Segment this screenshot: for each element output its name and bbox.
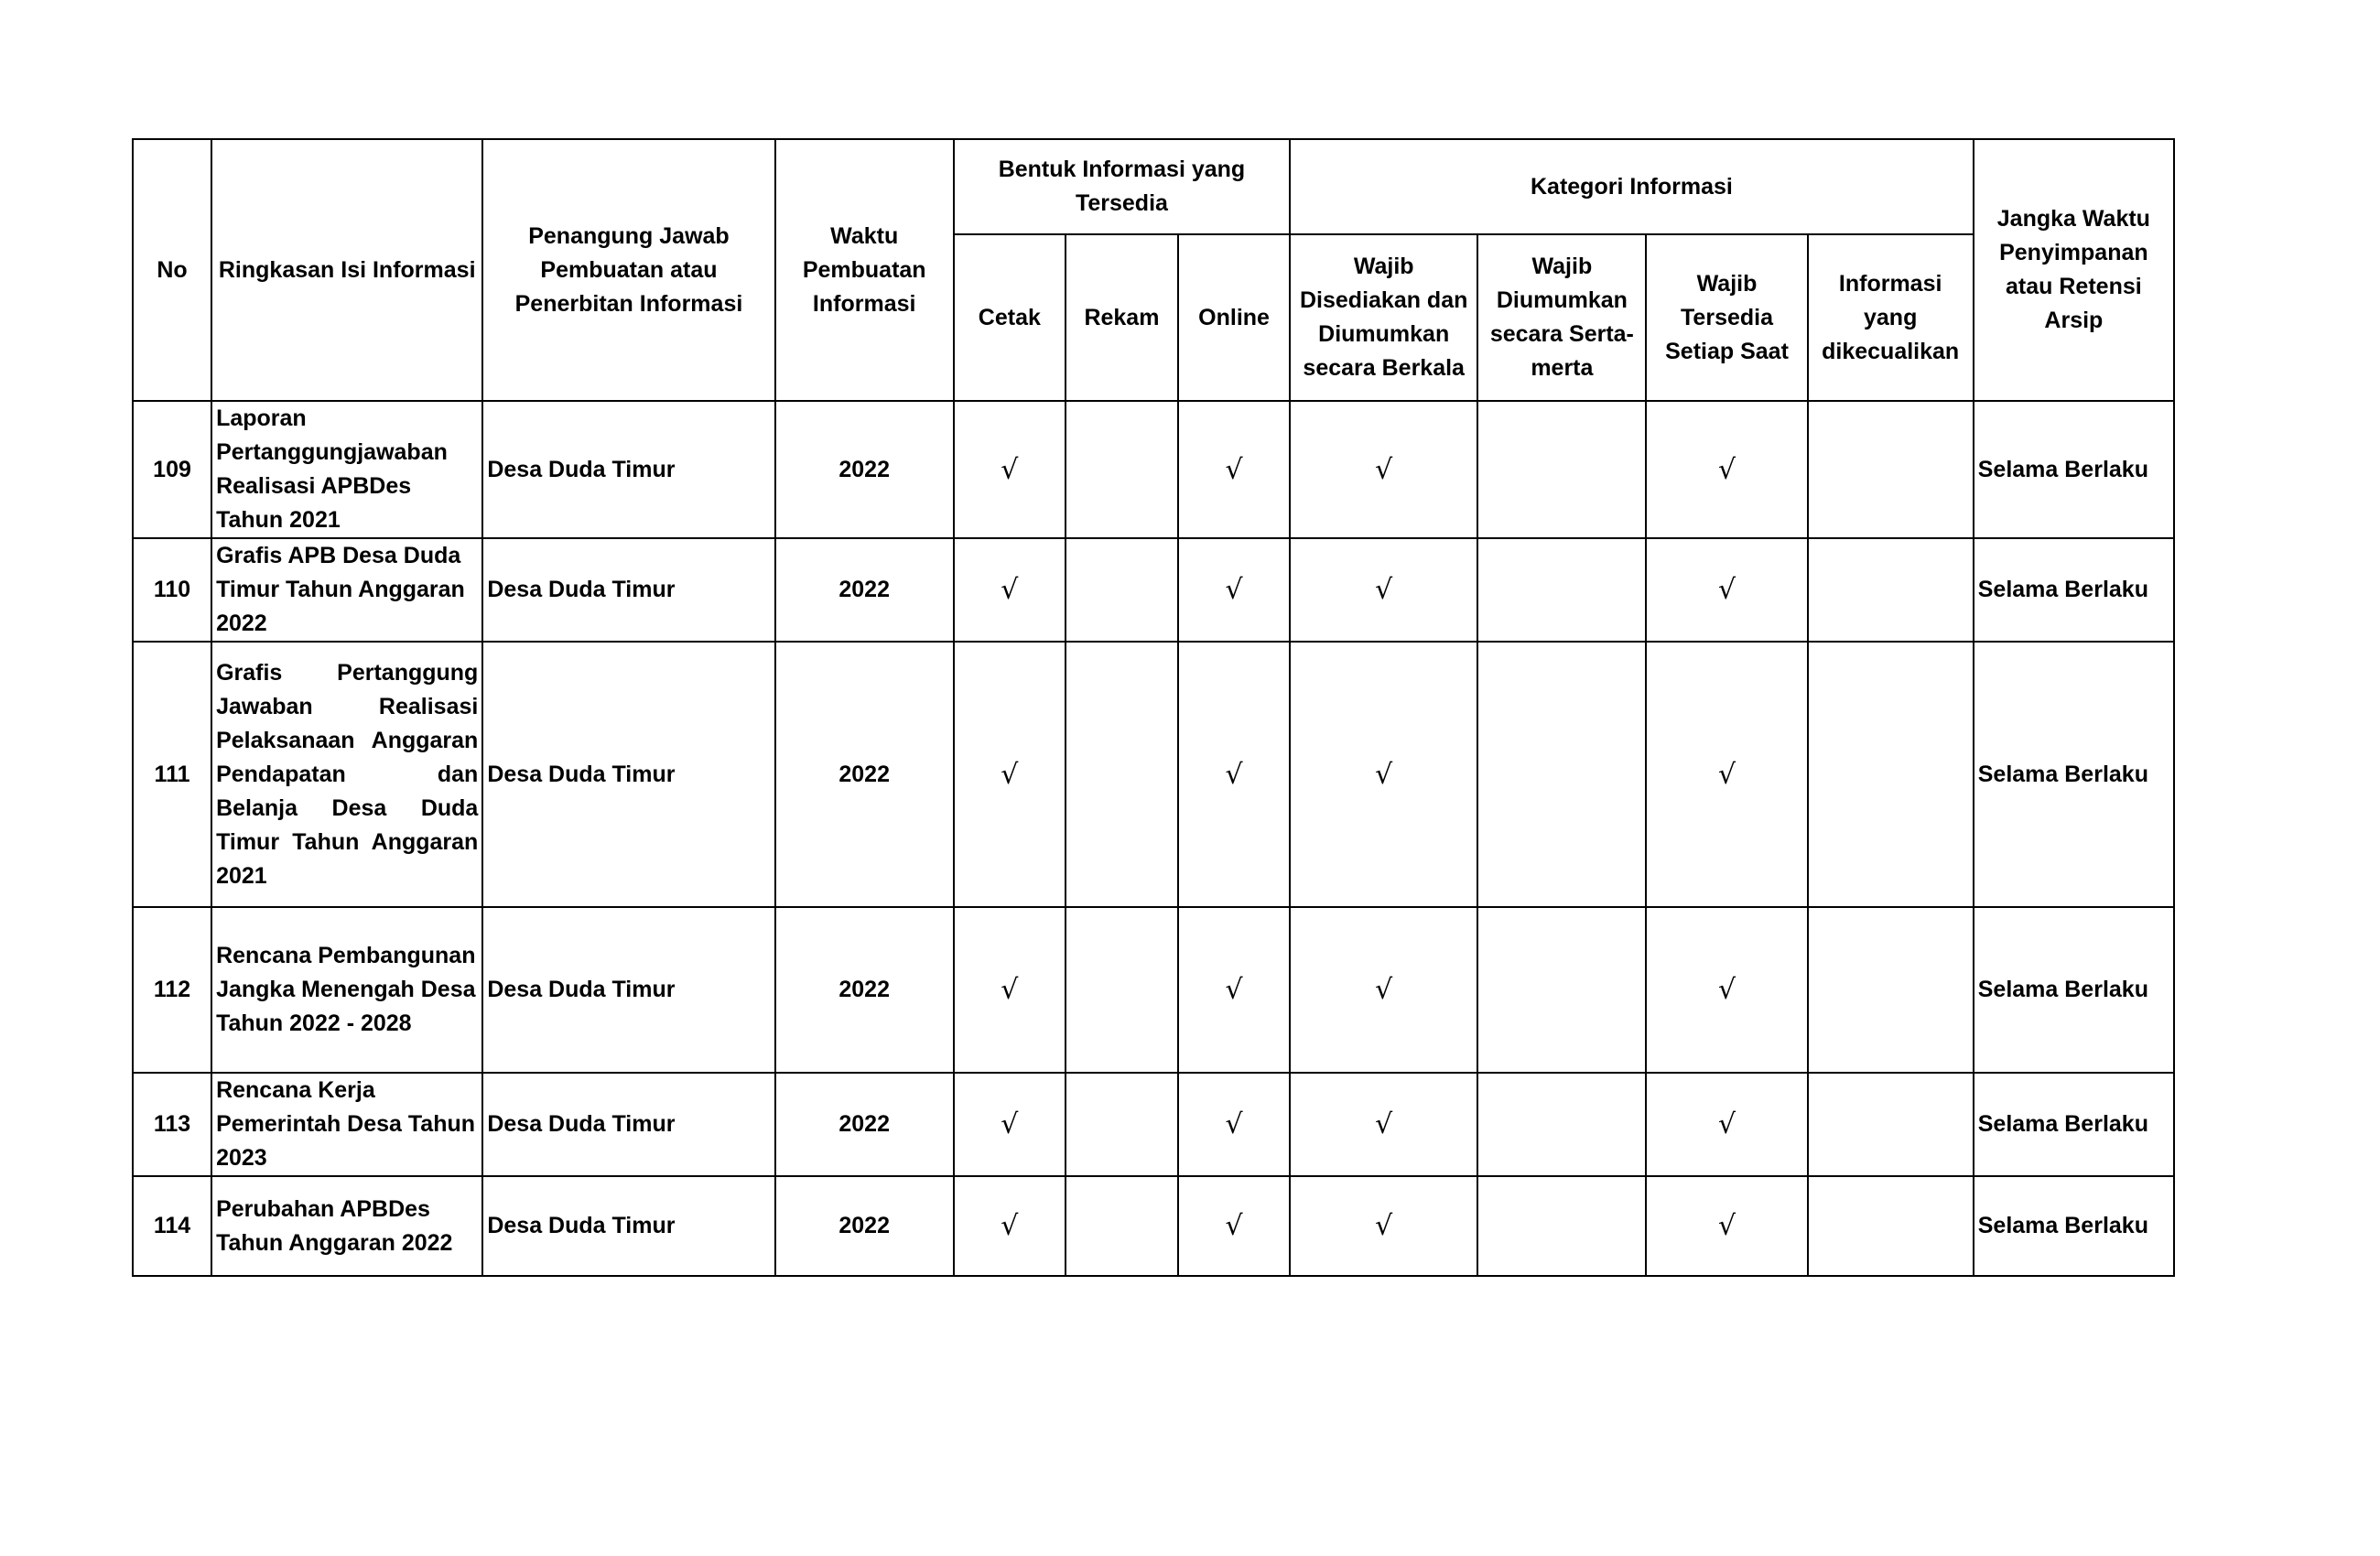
cell-rekam [1066,907,1178,1073]
table-row [133,1073,2174,1176]
cell-serta-merta [1477,907,1646,1073]
row-waktu: 2022 [775,538,954,642]
check-mark-cetak: √ [954,907,1066,1073]
ringkasan-line: Pelaksanaan Anggaran [216,727,479,753]
cell-dikecualikan [1808,907,1974,1073]
cell-rekam [1066,642,1178,907]
cell-serta-merta [1477,1176,1646,1276]
row-waktu: 2022 [775,642,954,907]
row-penanggung: Desa Duda Timur [482,1176,774,1276]
row-ringkasan: Laporan Pertanggungjawaban Realisasi APBDes Tahun 2021 [211,401,482,538]
table-row [133,907,2174,1073]
table-row [133,401,2174,538]
cell-dikecualikan [1808,401,1974,538]
check-mark-cetak: √ [954,642,1066,907]
row-jangka: Selama Berlaku [1974,538,2174,642]
header-online: Online [1178,234,1290,401]
check-mark-setiap-saat: √ [1646,1073,1807,1176]
row-ringkasan: Grafis APB Desa Duda Timur Tahun Anggaran 2022 [211,538,482,642]
check-mark-online: √ [1178,401,1290,538]
ringkasan-line: Pendapatan dan [216,761,479,787]
cell-dikecualikan [1808,538,1974,642]
ringkasan-line: Jawaban Realisasi [216,693,479,719]
row-jangka: Selama Berlaku [1974,642,2174,907]
row-no: 110 [133,538,211,642]
cell-rekam [1066,401,1178,538]
header-setiap-saat: Wajib Tersedia Setiap Saat [1646,234,1807,401]
header-serta-merta: Wajib Diumumkan secara Serta-merta [1477,234,1646,401]
check-mark-berkala: √ [1290,907,1477,1073]
row-no: 113 [133,1073,211,1176]
cell-serta-merta [1477,1073,1646,1176]
cell-serta-merta [1477,401,1646,538]
row-no: 112 [133,907,211,1073]
row-penanggung: Desa Duda Timur [482,538,774,642]
header-ringkasan: Ringkasan Isi Informasi [211,139,482,401]
header-no: No [133,139,211,401]
header-berkala: Wajib Disediakan dan Diumumkan secara Berkala [1290,234,1477,401]
row-ringkasan: Perubahan APBDes Tahun Anggaran 2022 [211,1176,482,1276]
check-mark-cetak: √ [954,1176,1066,1276]
cell-rekam [1066,1073,1178,1176]
row-ringkasan: Rencana Kerja Pemerintah Desa Tahun 2023 [211,1073,482,1176]
check-mark-setiap-saat: √ [1646,401,1807,538]
cell-rekam [1066,1176,1178,1276]
check-mark-setiap-saat: √ [1646,538,1807,642]
row-ringkasan: Rencana Pembangunan Jangka Menengah Desa Tahun 2022 - 2028 [211,907,482,1073]
check-mark-setiap-saat: √ [1646,907,1807,1073]
check-mark-online: √ [1178,642,1290,907]
check-mark-cetak: √ [954,401,1066,538]
check-mark-berkala: √ [1290,642,1477,907]
row-waktu: 2022 [775,401,954,538]
header-jangka-waktu: Jangka Waktu Penyimpanan atau Retensi Arsip [1974,139,2174,401]
row-penanggung: Desa Duda Timur [482,907,774,1073]
check-mark-setiap-saat: √ [1646,642,1807,907]
row-penanggung: Desa Duda Timur [482,1073,774,1176]
row-jangka: Selama Berlaku [1974,1073,2174,1176]
check-mark-berkala: √ [1290,401,1477,538]
check-mark-berkala: √ [1290,538,1477,642]
information-table [132,138,2175,1277]
row-waktu: 2022 [775,1176,954,1276]
row-penanggung: Desa Duda Timur [482,642,774,907]
row-no: 114 [133,1176,211,1276]
check-mark-berkala: √ [1290,1073,1477,1176]
row-no: 109 [133,401,211,538]
row-waktu: 2022 [775,907,954,1073]
cell-dikecualikan [1808,1176,1974,1276]
check-mark-online: √ [1178,538,1290,642]
cell-dikecualikan [1808,642,1974,907]
row-jangka: Selama Berlaku [1974,1176,2174,1276]
check-mark-online: √ [1178,1073,1290,1176]
row-waktu: 2022 [775,1073,954,1176]
header-cetak: Cetak [954,234,1066,401]
row-penanggung: Desa Duda Timur [482,401,774,538]
header-waktu: Waktu Pembuatan Informasi [775,139,954,401]
table-row [133,642,2174,907]
cell-dikecualikan [1808,1073,1974,1176]
row-jangka: Selama Berlaku [1974,907,2174,1073]
table-row [133,538,2174,642]
cell-serta-merta [1477,538,1646,642]
check-mark-online: √ [1178,907,1290,1073]
ringkasan-line: Timur Tahun Anggaran [216,828,479,855]
cell-serta-merta [1477,642,1646,907]
check-mark-setiap-saat: √ [1646,1176,1807,1276]
row-ringkasan [211,642,482,907]
check-mark-cetak: √ [954,538,1066,642]
header-bentuk-informasi: Bentuk Informasi yang Tersedia [954,139,1290,234]
row-jangka: Selama Berlaku [1974,401,2174,538]
header-dikecualikan: Informasi yang dikecualikan [1808,234,1974,401]
check-mark-berkala: √ [1290,1176,1477,1276]
header-penanggung-jawab: Penangung Jawab Pembuatan atau Penerbitan Informasi [482,139,774,401]
cell-rekam [1066,538,1178,642]
check-mark-cetak: √ [954,1073,1066,1176]
ringkasan-line: Belanja Desa Duda [216,794,479,821]
header-kategori-informasi: Kategori Informasi [1290,139,1974,234]
ringkasan-line: Grafis Pertanggung [216,659,479,686]
ringkasan-line: 2021 [216,862,267,889]
check-mark-online: √ [1178,1176,1290,1276]
table-row [133,1176,2174,1276]
row-no: 111 [133,642,211,907]
header-rekam: Rekam [1066,234,1178,401]
